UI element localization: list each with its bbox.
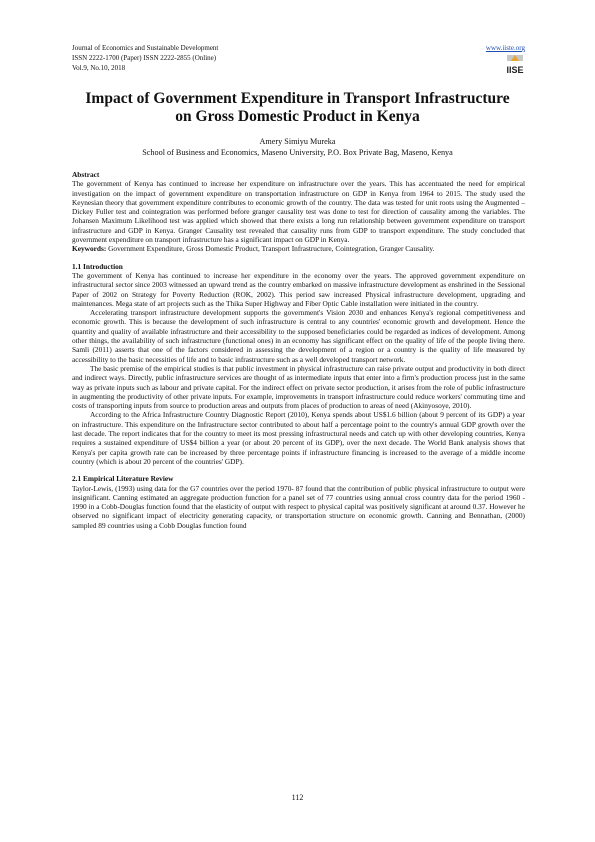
review-paragraph-1: Taylor-Lewis, (1993) using data for the G7 countries over the period 1970- 87 found that the contribution of public physical infrastructure to output were insignificant. Canning estimated an aggregate production function for a panel set of 77 countries using annual cross country data for the period 1960 - 1990 in a Cobb-Douglas function found that the elasticity of output with respect to physical capital was positively significant at around 0.37. However he observed no significant impact of electricity generating capacity, or transportation structure on economic growth. Canning and Bennathan, (2000) sampled 89 countries using a Cobb Douglas function found [72, 483, 525, 530]
author-name: Amery Simiyu Mureka [259, 137, 336, 146]
author-affiliation: School of Business and Economics, Maseno University, P.O. Box Private Bag, Maseno, Kenya [142, 148, 453, 157]
intro-paragraph-2: Accelerating transport infrastructure development supports the government's Vision 2030 and enhances Kenya's regional competitiveness and economic growth. This is because the development of such infrastructure is central to any countries' economic growth and development. Hence the quantity and quality of available infrastructure and their accessibility to the supposed beneficiaries could be regarded as indices of development. Among other things, the availability of such infrastructure (functional ones) in an economy has significant effect on the quality of life of the people living there. Samli (2011) asserts that one of the factors considered in assessing the development of a region or a country is the quality of life measured by accessibility to the basic necessities of life and to basic infrastructure such as a well developed transport network. [72, 308, 525, 364]
iiste-logo-icon [505, 55, 525, 77]
title-line-2: on Gross Domestic Product in Kenya [175, 108, 420, 125]
journal-volume: Vol.9, No.10, 2018 [72, 64, 126, 72]
journal-header [72, 43, 218, 73]
page-number: 112 [291, 793, 304, 802]
journal-url-link[interactable]: www.iiste.org [485, 44, 525, 52]
keywords-text: Government Expenditure, Gross Domestic Product, Transport Infrastructure, Cointegration, Granger Causality. [108, 244, 435, 254]
paper-title [72, 90, 523, 126]
abstract-text: The government of Kenya has continued to increase her expenditure on infrastructure over the years. This has accentuated the need for empirical investigation on the impact of government expenditure on transportation infrastructure on GDP in Kenya from 1964 to 2015. The study used the Keynesian theory that government expenditure contributes to economic growth of the country. The data was tested for unit roots using the Augmented – Dickey Fuller test and cointegration was performed before granger causality test was done to test for direction of causality among the variables. The Johansen Maximum Likelihood test was applied which showed that there exists a long run relationship between government expenditure on transport infrastructure and GDP in Kenya. Granger Causality test revealed that causality runs from GDP to transport expenditure. The study concluded that government expenditure on transport infrastructure has a significant impact on GDP in Kenya. [72, 179, 525, 245]
logo-text: IISE [506, 65, 524, 75]
intro-paragraph-1: The government of Kenya has continued to increase her expenditure in the economy over the years. The approved government expenditure on infrastructural sector since 2003 witnessed an upward trend as the country embarked on massive infrastructure development as enshrined in the Sessional Paper of 2002 on Strategy for Poverty Reduction (ROK, 2002). This period saw increased Physical infrastructure development, upgrading and maintenances. Mega state of art projects such as the Thika Super Highway and Fiber Optic Cable installation were initiated in the country. [72, 270, 525, 308]
keywords-label: Keywords: [72, 244, 107, 254]
review-heading: 2.1 Empirical Literature Review [72, 474, 174, 484]
title-line-1: Impact of Government Expenditure in Transport Infrastructure [85, 90, 510, 107]
abstract-heading: Abstract [72, 170, 100, 179]
paper-body [72, 170, 525, 530]
author-block [72, 136, 523, 158]
intro-heading: 1.1 Introduction [72, 261, 123, 271]
intro-paragraph-4: According to the Africa Infrastructure Country Diagnostic Report (2010), Kenya spends about US$1.6 billion (about 9 percent of its GDP) a year on infrastructure. This expenditure on the Infrastructure sector contributed to about half a percentage point to the country's annual GDP growth over the last decade. The report indicates that for the country to meet its most pressing infrastructural needs and catch up with other developing countries, Kenya requires a sustained expenditure of US$4 billion a year (or about 20 percent of its GDP), over the next decade. The World Bank analysis shows that Kenya's per capita growth rate can be increased by three percentage points if infrastructure financing is increased to the average of a middle income country (which is about 20 percent of the countries' GDP). [72, 410, 525, 466]
keywords-line [72, 244, 525, 253]
intro-paragraph-3: The basic premise of the empirical studies is that public investment in physical infrastructure can raise private output and productivity in both direct and indirect ways. Directly, public infrastructure services are thought of as intermediate inputs that enter into a firm's production process just in the same way as private inputs such as labour and private capital. For the indirect effect on private sector production, it arises from the role of public infrastructure in augmenting the productivity of other private inputs. For example, improvements in transport infrastructure could reduce workers' commuting time and costs of transporting inputs from source to production areas and outputs from places of production to areas of need (Akinyosoye, 2010). [72, 363, 525, 411]
journal-name: Journal of Economics and Sustainable Development [72, 44, 219, 52]
journal-issn: ISSN 2222-1700 (Paper) ISSN 2222-2855 (Online) [72, 54, 217, 62]
